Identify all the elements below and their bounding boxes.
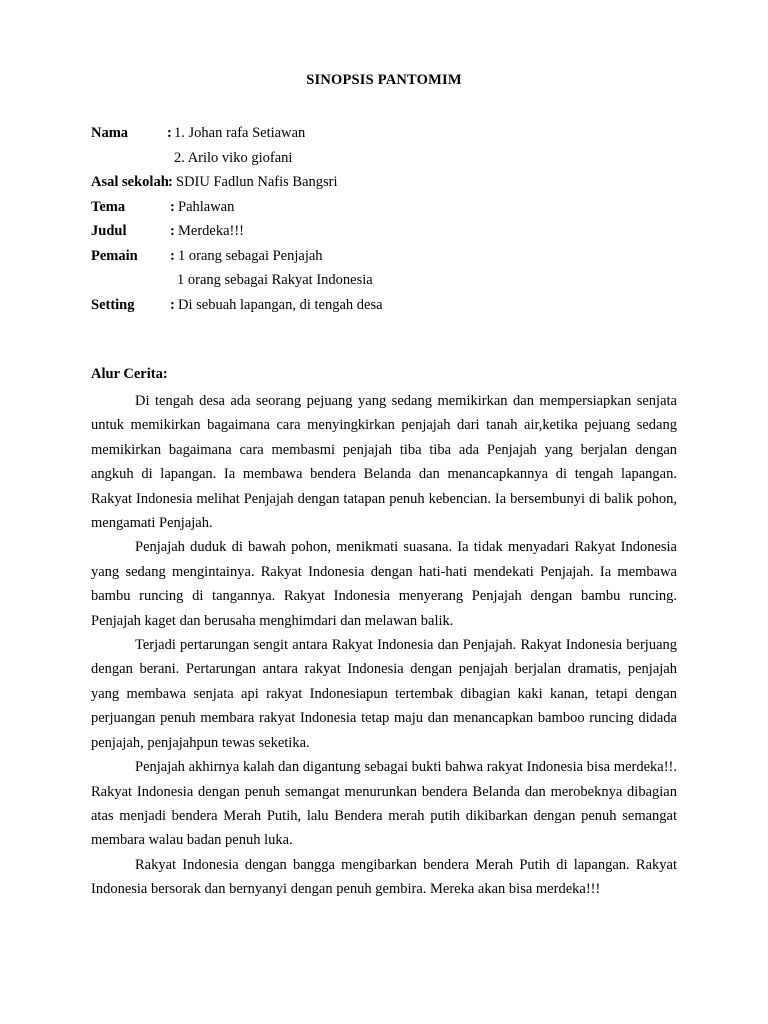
story-heading: Alur Cerita:	[91, 366, 168, 382]
nama-label: Nama	[91, 125, 129, 141]
setting-value: Di sebuah lapangan, di tengah desa	[178, 296, 383, 313]
story-paragraph: Penjajah akhirnya kalah dan digantung sebagai bukti bahwa rakyat Indonesia bisa merdeka!!. Rakyat Indonesia dengan penuh semangat menurunkan bendera Belanda dan merobeknya dibagian atas menjadi bendera Merah Putih, lalu Bendera merah putih dikibarkan dengan penuh semangat membara walau badan penuh luka.	[91, 759, 677, 849]
tema-colon: :	[170, 198, 175, 215]
pemain-value-2: 1 orang sebagai Rakyat Indonesia	[177, 272, 373, 288]
nama-colon: :	[167, 125, 172, 141]
nama-value-1: 1. Johan rafa Setiawan	[174, 125, 306, 141]
asal-sekolah-colon: :	[168, 174, 173, 190]
pemain-value-1: 1 orang sebagai Penjajah	[178, 247, 323, 264]
story-paragraph: Rakyat Indonesia dengan bangga mengibarkan bendera Merah Putih di lapangan. Rakyat Indonesia bersorak dan bernyanyi dengan penuh gembira. Mereka akan bisa merdeka!!!	[91, 856, 677, 898]
document-title: SINOPSIS PANTOMIM	[306, 72, 462, 88]
judul-colon: :	[170, 223, 175, 239]
judul-value: Merdeka!!!	[178, 223, 245, 239]
pemain-label: Pemain	[91, 247, 138, 264]
story-paragraph: Di tengah desa ada seorang pejuang yang sedang memikirkan dan mempersiapkan senjata untuk memikirkan bagaimana cara menyingkirkan penjajah dari tanah air,ketika pejuang sedang memikirkan bagaimana cara membasmi penjajah tiba tiba ada Penjajah yang berjalan dengan angkuh di lapangan. Ia membawa bendera Belanda dan menancapkannya di tengah lapangan. Rakyat Indonesia melihat Penjajah dengan tatapan penuh kebencian. Ia bersembunyi di balik pohon, mengamati Penjajah.	[91, 393, 677, 532]
setting-colon: :	[170, 296, 175, 313]
tema-value: Pahlawan	[178, 198, 235, 215]
judul-label: Judul	[91, 223, 127, 239]
nama-value-2: 2. Arilo viko giofani	[174, 149, 293, 166]
tema-label: Tema	[91, 198, 126, 215]
setting-label: Setting	[91, 296, 135, 313]
asal-sekolah-value: SDIU Fadlun Nafis Bangsri	[176, 174, 338, 190]
story-body	[91, 389, 677, 902]
story-paragraph: Penjajah duduk di bawah pohon, menikmati suasana. Ia tidak menyadari Rakyat Indonesia yang sedang mengintainya. Rakyat Indonesia dengan hati-hati mendekati Penjajah. Ia membawa bambu runcing di tangannya. Rakyat Indonesia menyerang Penjajah dengan bambu runcing. Penjajah kaget dan berusaha menghimdari dan melawan balik.	[91, 539, 677, 629]
asal-sekolah-label: Asal sekolah	[91, 174, 169, 190]
story-paragraph: Terjadi pertarungan sengit antara Rakyat Indonesia dan Penjajah. Rakyat Indonesia berjuang dengan berani. Pertarungan antara rakyat Indonesia dengan penjajah berjalan dramatis, penjajah yang membawa senjata api rakyat Indonesiapun tertembak dibagian kaki kanan, tetapi dengan perjuangan penuh membara rakyat Indonesia tetap maju dan menancapkan bamboo runcing didada penjajah, penjajahpun tewas seketika.	[91, 637, 677, 751]
pemain-colon: :	[170, 247, 175, 264]
